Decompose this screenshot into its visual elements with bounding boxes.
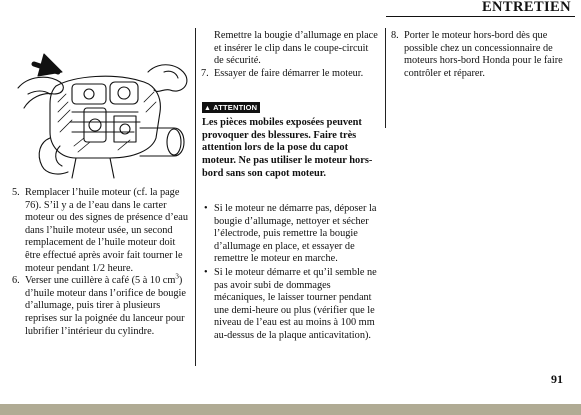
continuation-text: Remettre la bougie d’allumage en place et insérer le clip dans le coupe-circuit de sécurité. (214, 30, 378, 67)
warning-text: Les pièces mobiles exposées peuvent provoquer des blessures. Faire très attention lors de la pose du capot moteur. Ne pas utiliser le moteur hors-bord sans son capot moteur. (202, 117, 373, 179)
bullet-icon: • (204, 266, 208, 278)
list-item-8 (391, 30, 569, 80)
bullet-text: Si le moteur démarre et qu’il semble ne pas avoir subi de dommages mécaniques, le laisser tourner pendant une demi-heure ou plus (vérifier que le niveau de l’eau est au moins à 100 mm au-dessus de la plaque anticavitation). (214, 266, 377, 341)
section-title: ENTRETIEN (481, 0, 571, 15)
list-item-6 (12, 272, 192, 338)
bullet-text: Si le moteur ne démarre pas, déposer la bougie d’allumage, nettoyer et sécher l’électrode, puis remettre la bougie d’allumage en place, et essayer de remettre le moteur en marche. (214, 203, 377, 265)
bullet-item (202, 267, 380, 343)
step-text: Remplacer l’huile moteur (cf. la page 76). S’il y a de l’eau dans le carter moteur ou des signes de présence d’eau dans l’huile moteur usée, un second remplacement de l’huile moteur doit être effectué après avoir fait tourner le moteur pendant 1/2 heure. (25, 187, 188, 274)
page-bottom-band (0, 404, 581, 415)
step-text-part2: ) d’huile moteur dans l’orifice de bougie d’allumage, puis tirer à plusieurs reprises sur la poignée du lanceur pour lubrifier l’intérieur du cylindre. (25, 275, 186, 337)
bullet-list (202, 203, 380, 344)
list-item-5 (12, 187, 192, 275)
step-number: 8. (391, 30, 399, 41)
superscript: 3 (175, 272, 179, 281)
attention-badge (202, 102, 260, 113)
column-right (391, 30, 569, 80)
step-number: 5. (12, 187, 20, 198)
step-text: Essayer de faire démarrer le moteur. (214, 67, 364, 79)
outboard-engine-illustration (14, 42, 192, 182)
attention-label: ATTENTION (213, 103, 258, 112)
bullet-item (202, 203, 380, 266)
column-left (12, 187, 192, 338)
step-text-part1: Verser une cuillère à café (5 à 10 cm (25, 275, 176, 287)
bullet-icon: • (204, 203, 208, 214)
step-text: Porter le moteur hors-bord dès que possible chez un concessionnaire de moteurs hors-bord Honda pour le faire contrôler et réparer. (404, 30, 563, 79)
column-divider-left (195, 28, 196, 366)
column-middle-top (201, 30, 379, 80)
column-divider-right (385, 28, 386, 128)
step-number: 7. (201, 67, 209, 79)
warning-triangle-icon: ▲ (204, 105, 212, 112)
page-number: 91 (551, 372, 563, 386)
list-item-7 (201, 68, 379, 81)
header-rule (386, 16, 575, 17)
step-number: 6. (12, 275, 20, 287)
